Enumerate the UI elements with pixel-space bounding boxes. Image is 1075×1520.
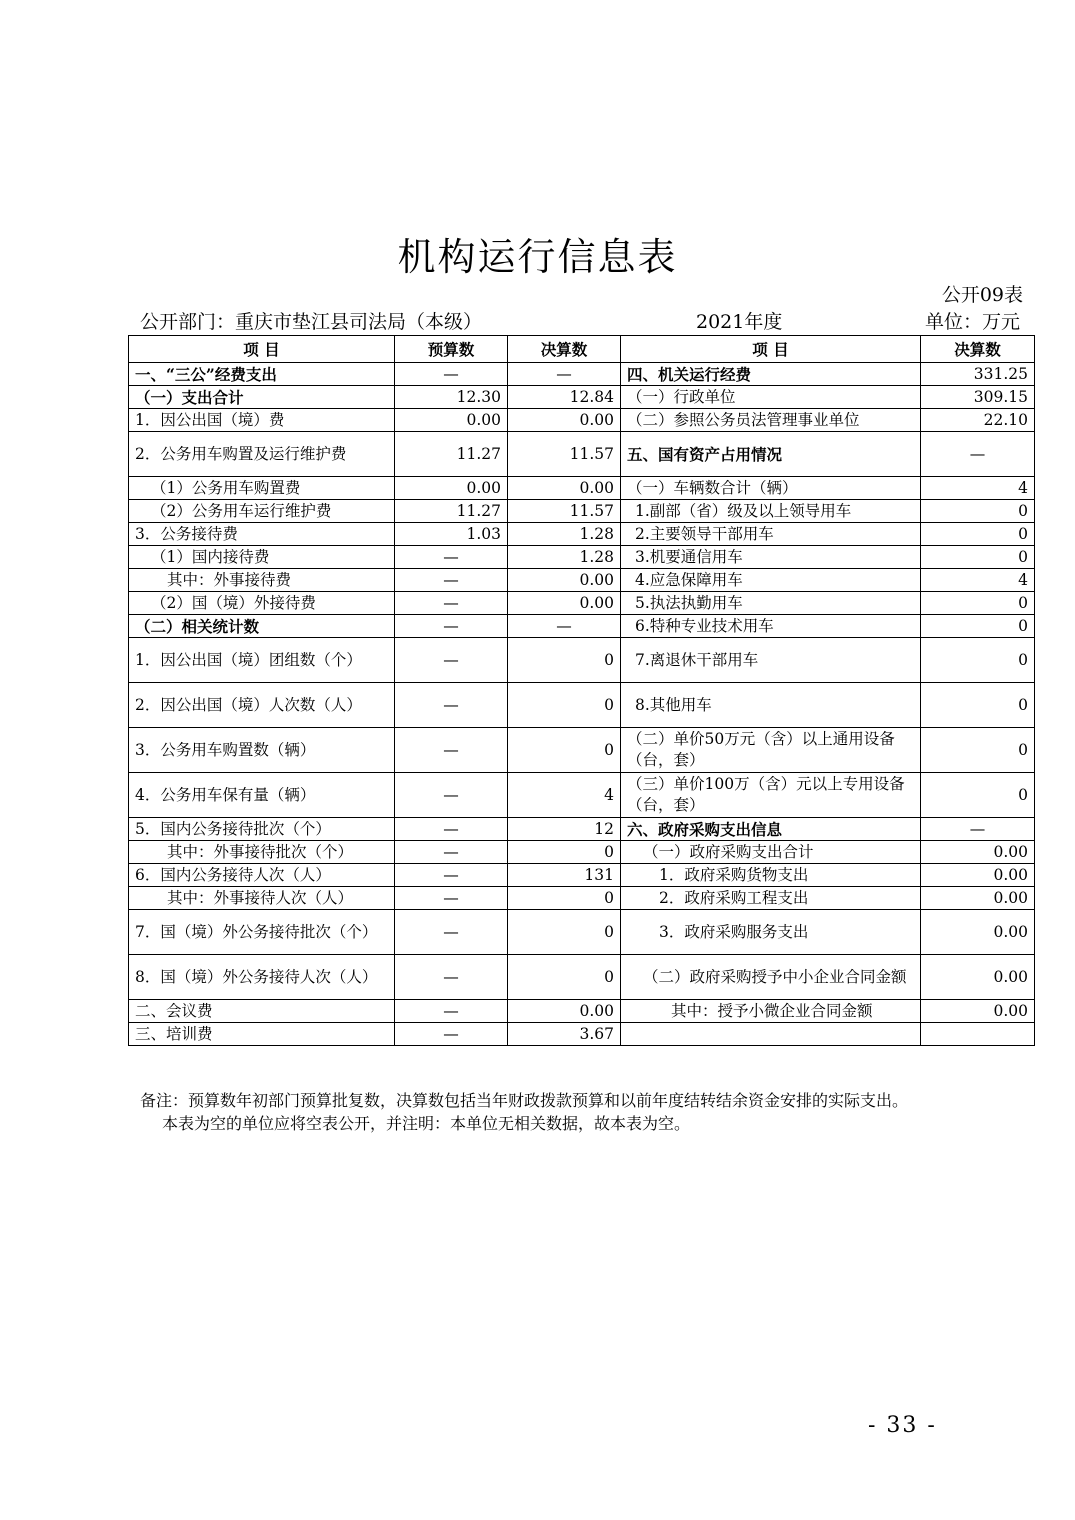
table-row [129,683,1035,728]
row-label: 3．公务用车购置数（辆） [129,728,395,773]
row-right-label: （一）行政单位 [621,386,921,409]
row-label: 4．公务用车保有量（辆） [129,773,395,818]
row-final: 0.00 [508,477,621,500]
row-final: 0.00 [508,569,621,592]
row-label: 6．国内公务接待人次（人） [129,864,395,887]
row-right-label: 2．政府采购工程支出 [621,887,921,910]
row-budget: — [395,683,508,728]
row-final: — [508,363,621,386]
row-label: 1．因公出国（境）费 [129,409,395,432]
row-final: 12 [508,818,621,841]
row-final: 0 [508,728,621,773]
row-budget: — [395,615,508,638]
row-right-label: 3.机要通信用车 [621,546,921,569]
row-right-label: 1.副部（省）级及以上领导用车 [621,500,921,523]
row-right-value: 0 [921,683,1035,728]
row-right-value: 0 [921,615,1035,638]
info-table [128,335,1035,1046]
row-right-label: 六、政府采购支出信息 [621,818,921,841]
table-header-row [129,336,1035,363]
row-final: 0 [508,683,621,728]
row-right-value: 0.00 [921,841,1035,864]
header-final: 决算数 [508,336,621,363]
header-final-right: 决算数 [921,336,1035,363]
header-item-right: 项 目 [621,336,921,363]
header-item: 项 目 [129,336,395,363]
row-budget: — [395,955,508,1000]
row-label: 2．因公出国（境）人次数（人） [129,683,395,728]
row-budget: — [395,363,508,386]
row-label: （一）支出合计 [129,386,395,409]
row-final: 0.00 [508,409,621,432]
row-right-label: （一）车辆数合计（辆） [621,477,921,500]
unit-label: 单位：万元 [924,311,1020,333]
row-right-value: 0.00 [921,864,1035,887]
row-right-value: 0 [921,592,1035,615]
row-right-label: 2.主要领导干部用车 [621,523,921,546]
row-budget: — [395,592,508,615]
form-number: 公开09表 [941,284,1023,306]
table-row [129,841,1035,864]
row-label: 二、会议费 [129,1000,395,1023]
row-budget: — [395,728,508,773]
table-row [129,955,1035,1000]
table-row [129,864,1035,887]
fiscal-year: 2021年度 [696,311,783,333]
row-right-value: 0 [921,523,1035,546]
row-budget: 0.00 [395,409,508,432]
header-budget: 预算数 [395,336,508,363]
row-right-value: 22.10 [921,409,1035,432]
row-final: 3.67 [508,1023,621,1046]
table-row [129,409,1035,432]
row-label: 其中：外事接待批次（个） [129,841,395,864]
row-right-value: 0 [921,638,1035,683]
row-right-label: （三）单价100万（含）元以上专用设备（台，套） [621,773,921,818]
row-final: 0 [508,955,621,1000]
row-final: 0 [508,887,621,910]
row-budget: — [395,818,508,841]
table-row [129,363,1035,386]
row-label: （1）国内接待费 [129,546,395,569]
row-label: 1．因公出国（境）团组数（个） [129,638,395,683]
row-label: 2．公务用车购置及运行维护费 [129,432,395,477]
table-row [129,638,1035,683]
row-label: 其中：外事接待人次（人） [129,887,395,910]
row-final: — [508,615,621,638]
row-label: 3．公务接待费 [129,523,395,546]
row-right-label: 五、国有资产占用情况 [621,432,921,477]
table-row [129,500,1035,523]
row-label: （2）国（境）外接待费 [129,592,395,615]
row-label: （二）相关统计数 [129,615,395,638]
row-final: 0 [508,638,621,683]
notes [140,1089,1040,1135]
row-right-value: 0 [921,500,1035,523]
row-label: 5．国内公务接待批次（个） [129,818,395,841]
row-final: 131 [508,864,621,887]
row-right-label: 3．政府采购服务支出 [621,910,921,955]
table-row [129,569,1035,592]
table-row [129,546,1035,569]
row-right-value: — [921,432,1035,477]
row-budget: — [395,910,508,955]
row-final: 11.57 [508,432,621,477]
row-right-label: 6.特种专业技术用车 [621,615,921,638]
table-row [129,887,1035,910]
row-final: 0.00 [508,592,621,615]
row-budget: — [395,1023,508,1046]
row-right-value: 0 [921,773,1035,818]
row-budget: — [395,569,508,592]
row-label: 8．国（境）外公务接待人次（人） [129,955,395,1000]
row-right-value: 0 [921,546,1035,569]
row-budget: 0.00 [395,477,508,500]
page-title: 机构运行信息表 [397,235,678,279]
row-final: 0 [508,910,621,955]
row-right-label: 1．政府采购货物支出 [621,864,921,887]
note-line-1: 备注：预算数年初部门预算批复数，决算数包括当年财政拨款预算和以前年度结转结余资金安排的实际支出。 [140,1091,909,1110]
row-budget: 12.30 [395,386,508,409]
department-label: 公开部门：重庆市垫江县司法局（本级） [140,311,483,333]
row-label: 一、“三公”经费支出 [129,363,395,386]
row-final: 11.57 [508,500,621,523]
row-right-label: （二）参照公务员法管理事业单位 [621,409,921,432]
row-budget: — [395,864,508,887]
row-right-value: 4 [921,477,1035,500]
row-label: （2）公务用车运行维护费 [129,500,395,523]
row-budget: — [395,773,508,818]
table-row [129,477,1035,500]
row-budget: — [395,887,508,910]
row-budget: 11.27 [395,500,508,523]
table-row [129,1023,1035,1046]
table-row [129,728,1035,773]
row-right-label: 其中：授予小微企业合同金额 [621,1000,921,1023]
table-row [129,1000,1035,1023]
table-row [129,818,1035,841]
row-budget: 1.03 [395,523,508,546]
row-right-label: （一）政府采购支出合计 [621,841,921,864]
row-label: （1）公务用车购置费 [129,477,395,500]
row-budget: — [395,1000,508,1023]
row-budget: 11.27 [395,432,508,477]
row-right-label: （二）单价50万元（含）以上通用设备（台，套） [621,728,921,773]
table-row [129,773,1035,818]
table-row [129,615,1035,638]
row-right-value: 4 [921,569,1035,592]
row-label: 三、培训费 [129,1023,395,1046]
row-right-value: 331.25 [921,363,1035,386]
note-line-2: 本表为空的单位应将空表公开，并注明：本单位无相关数据，故本表为空。 [162,1114,691,1133]
table-row [129,386,1035,409]
row-right-value: 0 [921,728,1035,773]
page-number: - 33 - [868,1413,937,1438]
row-budget: — [395,546,508,569]
row-final: 0 [508,841,621,864]
row-label: 7．国（境）外公务接待批次（个） [129,910,395,955]
row-right-value: 0.00 [921,955,1035,1000]
row-right-label: 四、机关运行经费 [621,363,921,386]
row-final: 1.28 [508,546,621,569]
row-right-value: — [921,818,1035,841]
row-final: 12.84 [508,386,621,409]
row-budget: — [395,638,508,683]
row-right-value: 309.15 [921,386,1035,409]
row-final: 0.00 [508,1000,621,1023]
row-right-label [621,1023,921,1046]
row-right-value: 0.00 [921,910,1035,955]
row-final: 1.28 [508,523,621,546]
row-final: 4 [508,773,621,818]
row-right-value: 0.00 [921,1000,1035,1023]
row-right-value [921,1023,1035,1046]
row-right-label: （二）政府采购授予中小企业合同金额 [621,955,921,1000]
table-row [129,592,1035,615]
row-label: 其中：外事接待费 [129,569,395,592]
row-right-label: 4.应急保障用车 [621,569,921,592]
row-right-value: 0.00 [921,887,1035,910]
table-row [129,523,1035,546]
row-right-label: 8.其他用车 [621,683,921,728]
row-budget: — [395,841,508,864]
table-row [129,910,1035,955]
row-right-label: 5.执法执勤用车 [621,592,921,615]
row-right-label: 7.离退休干部用车 [621,638,921,683]
table-row [129,432,1035,477]
